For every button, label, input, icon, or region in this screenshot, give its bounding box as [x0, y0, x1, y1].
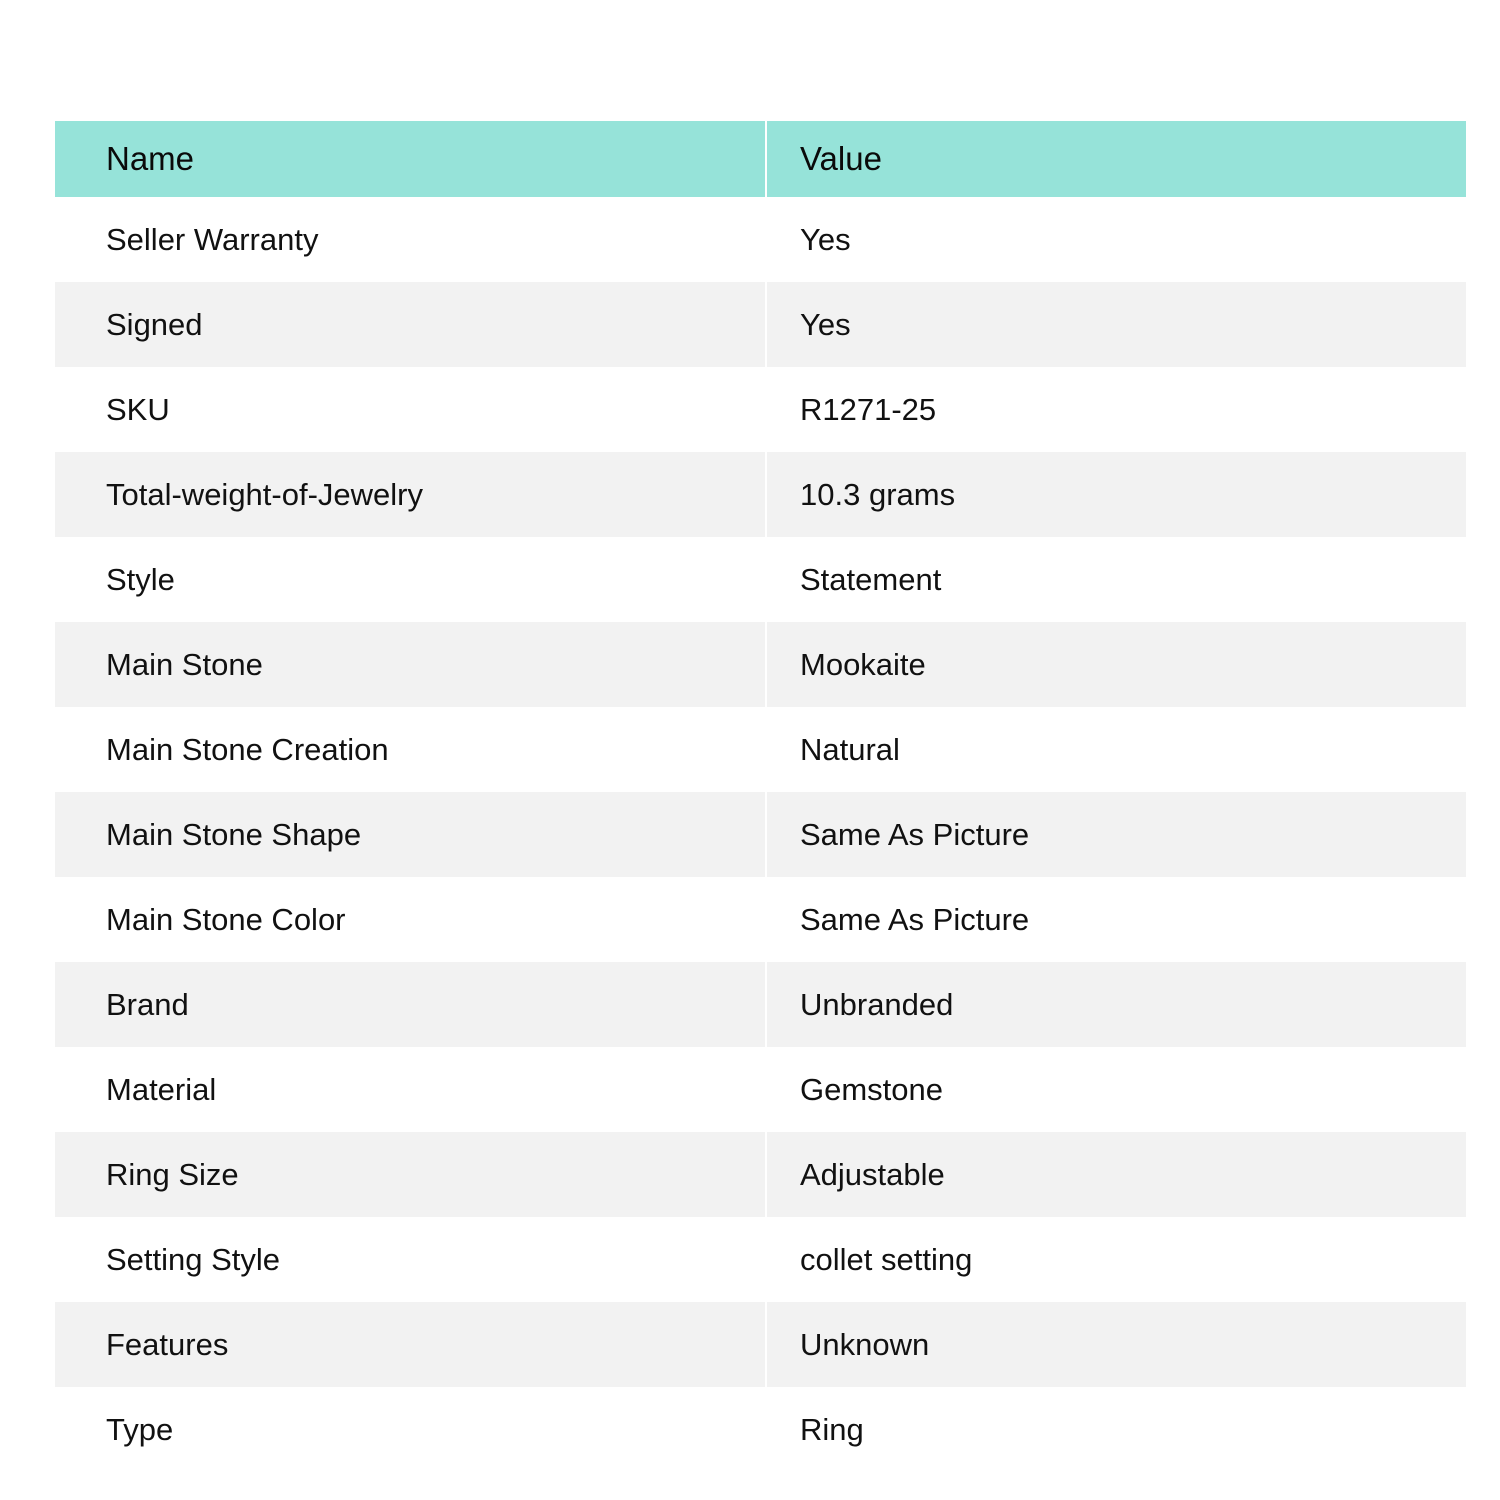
table-row [55, 1047, 1466, 1132]
table-row [55, 962, 1466, 1047]
table-row [55, 537, 1466, 622]
table-row [55, 622, 1466, 707]
table-header-row [55, 121, 1466, 197]
row-value-cell: R1271-25 [800, 391, 937, 427]
row-name-cell: Signed [55, 282, 766, 367]
column-header-name: Name [55, 121, 766, 197]
table-row [55, 367, 1466, 452]
row-name-cell: Material [55, 1047, 766, 1132]
table-row [55, 1302, 1466, 1387]
row-value-cell: Yes [800, 221, 851, 257]
row-name-cell: Main Stone Creation [55, 707, 766, 792]
row-name-cell: Type [55, 1387, 766, 1472]
row-name-cell: Brand [55, 962, 766, 1047]
row-value-cell: Adjustable [766, 1132, 1466, 1217]
row-name-cell: Main Stone Shape [55, 792, 766, 877]
row-name-cell: Setting Style [55, 1217, 766, 1302]
row-value-cell: Natural [800, 731, 900, 767]
row-value-cell: Same As Picture [766, 792, 1466, 877]
table-row [55, 1387, 1466, 1472]
row-name-cell: Features [55, 1302, 766, 1387]
spec-table [55, 121, 1466, 1472]
table-row [55, 1132, 1466, 1217]
row-value-cell: Unbranded [766, 962, 1466, 1047]
row-name-cell: Seller Warranty [55, 197, 766, 282]
row-value-cell: Mookaite [766, 622, 1466, 707]
row-value-cell: Statement [800, 561, 942, 597]
column-header-value: Value [766, 121, 1466, 197]
row-value-cell: collet setting [800, 1241, 973, 1277]
row-name-cell: Total-weight-of-Jewelry [55, 452, 766, 537]
table-row [55, 877, 1466, 962]
row-value-cell: Yes [766, 282, 1466, 367]
row-value-cell: 10.3 grams [766, 452, 1466, 537]
table-row [55, 1217, 1466, 1302]
row-name-cell: Ring Size [55, 1132, 766, 1217]
row-value-cell: Ring [800, 1411, 864, 1447]
table-row [55, 282, 1466, 367]
table-row [55, 707, 1466, 792]
table-row [55, 197, 1466, 282]
table-row [55, 452, 1466, 537]
row-name-cell: Main Stone [55, 622, 766, 707]
row-name-cell: SKU [55, 367, 766, 452]
row-name-cell: Main Stone Color [55, 877, 766, 962]
table-row [55, 792, 1466, 877]
row-value-cell: Gemstone [800, 1071, 944, 1107]
row-name-cell: Style [55, 537, 766, 622]
row-value-cell: Unknown [766, 1302, 1466, 1387]
row-value-cell: Same As Picture [800, 901, 1030, 937]
